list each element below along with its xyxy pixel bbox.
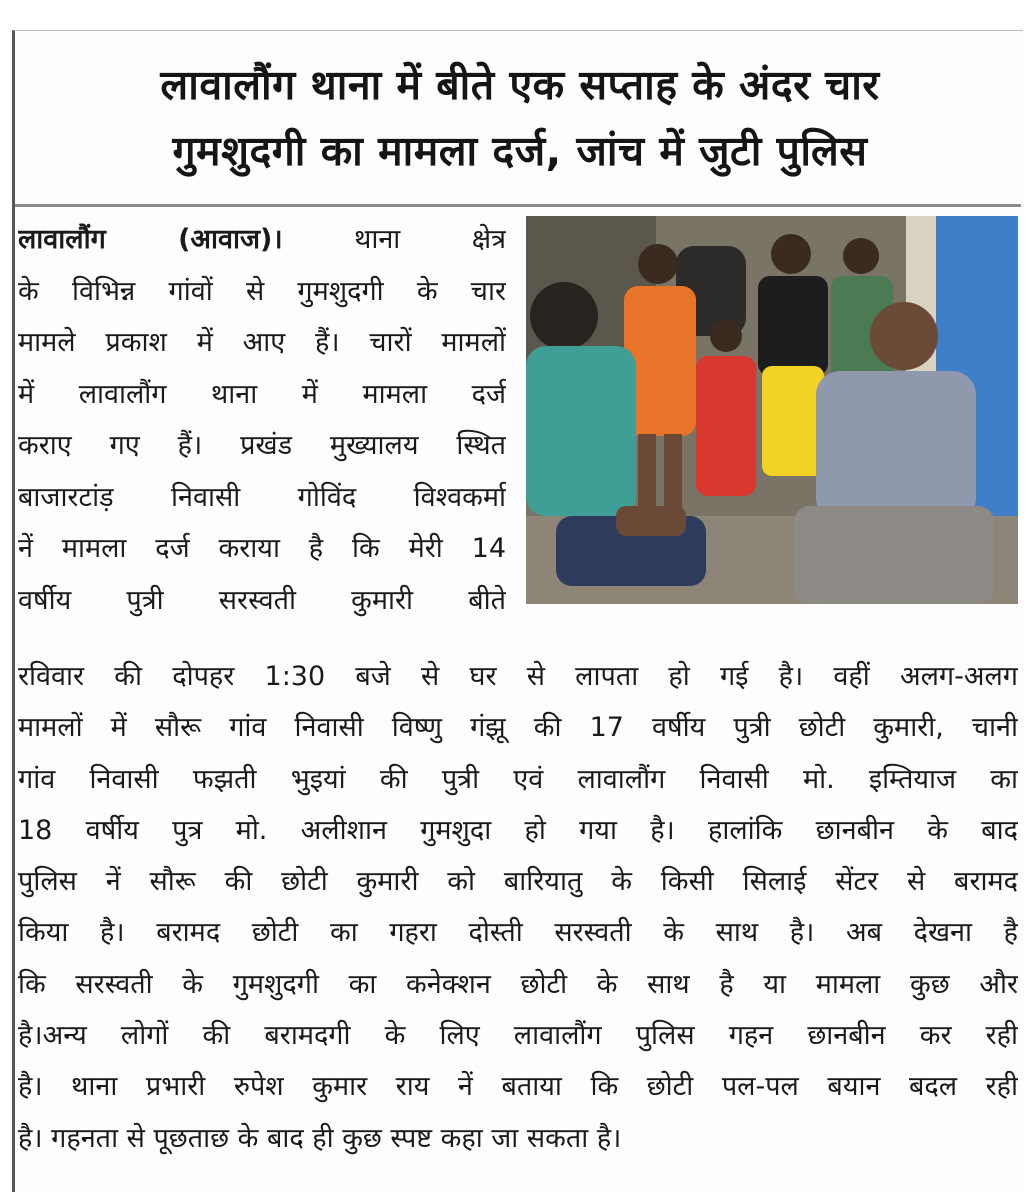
article-line: गांव निवासी फझती भुइयां की पुत्री एवं लावालौंग निवासी मो. इम्तियाज का bbox=[18, 763, 1018, 795]
article-line: में लावालौंग थाना में मामला दर्ज bbox=[18, 378, 506, 410]
article-column-text bbox=[18, 214, 506, 626]
article-line bbox=[18, 214, 506, 266]
article-line: पुलिस नें सौरू की छोटी कुमारी को बारियातु के किसी सिलाई सेंटर से बरामद bbox=[18, 866, 1018, 898]
dateline: लावालौंग (आवाज)। bbox=[18, 224, 283, 255]
headline-line-2: गुमशुदगी का मामला दर्ज, जांच में जुटी पुलिस bbox=[172, 127, 868, 175]
article-line: रविवार की दोपहर 1:30 बजे से घर से लापता हो गई है। वहीं अलग-अलग bbox=[18, 661, 1018, 692]
article-line-text: थाना क्षेत्र bbox=[282, 224, 506, 255]
headline-line-1: लावालौंग थाना में बीते एक सप्ताह के अंदर चार bbox=[160, 61, 880, 109]
article-line: बाजारटांड़ निवासी गोविंद विश्वकर्मा bbox=[18, 481, 506, 513]
headline bbox=[40, 52, 1000, 184]
headline-divider bbox=[15, 204, 1021, 207]
news-photo bbox=[526, 216, 1018, 604]
article-line: किया है। बरामद छोटी का गहरा दोस्ती सरस्वती के साथ है। अब देखना है bbox=[18, 917, 1018, 949]
article-line: वर्षीय पुत्री सरस्वती कुमारी बीते bbox=[18, 584, 506, 616]
article-line: मामलों में सौरू गांव निवासी विष्णु गंझू की 17 वर्षीय पुत्री छोटी कुमारी, चानी bbox=[18, 712, 1018, 744]
article-line: कि सरस्वती के गुमशुदगी का कनेक्शन छोटी के साथ है या मामला कुछ और bbox=[18, 968, 1018, 1000]
article-line: है। गहनता से पूछताछ के बाद ही कुछ स्पष्ट कहा जा सकता है। bbox=[18, 1122, 622, 1154]
article-line: है।अन्य लोगों की बरामदगी के लिए लावालौंग पुलिस गहन छानबीन कर रही bbox=[18, 1020, 1018, 1052]
article-body-text bbox=[18, 651, 1018, 1164]
news-photo-image bbox=[526, 216, 1018, 604]
article-line: कराए गए हैं। प्रखंड मुख्यालय स्थित bbox=[18, 430, 506, 461]
article-line: के विभिन्न गांवों से गुमशुदगी के चार bbox=[18, 275, 506, 307]
article-line: मामले प्रकाश में आए हैं। चारों मामलों bbox=[18, 327, 506, 358]
article-line: है। थाना प्रभारी रुपेश कुमार राय नें बताया कि छोटी पल-पल बयान बदल रही bbox=[18, 1071, 1018, 1103]
article-line: नें मामला दर्ज कराया है कि मेरी 14 bbox=[18, 533, 506, 564]
article-line: 18 वर्षीय पुत्र मो. अलीशान गुमशुदा हो गया है। हालांकि छानबीन के बाद bbox=[18, 814, 1018, 846]
